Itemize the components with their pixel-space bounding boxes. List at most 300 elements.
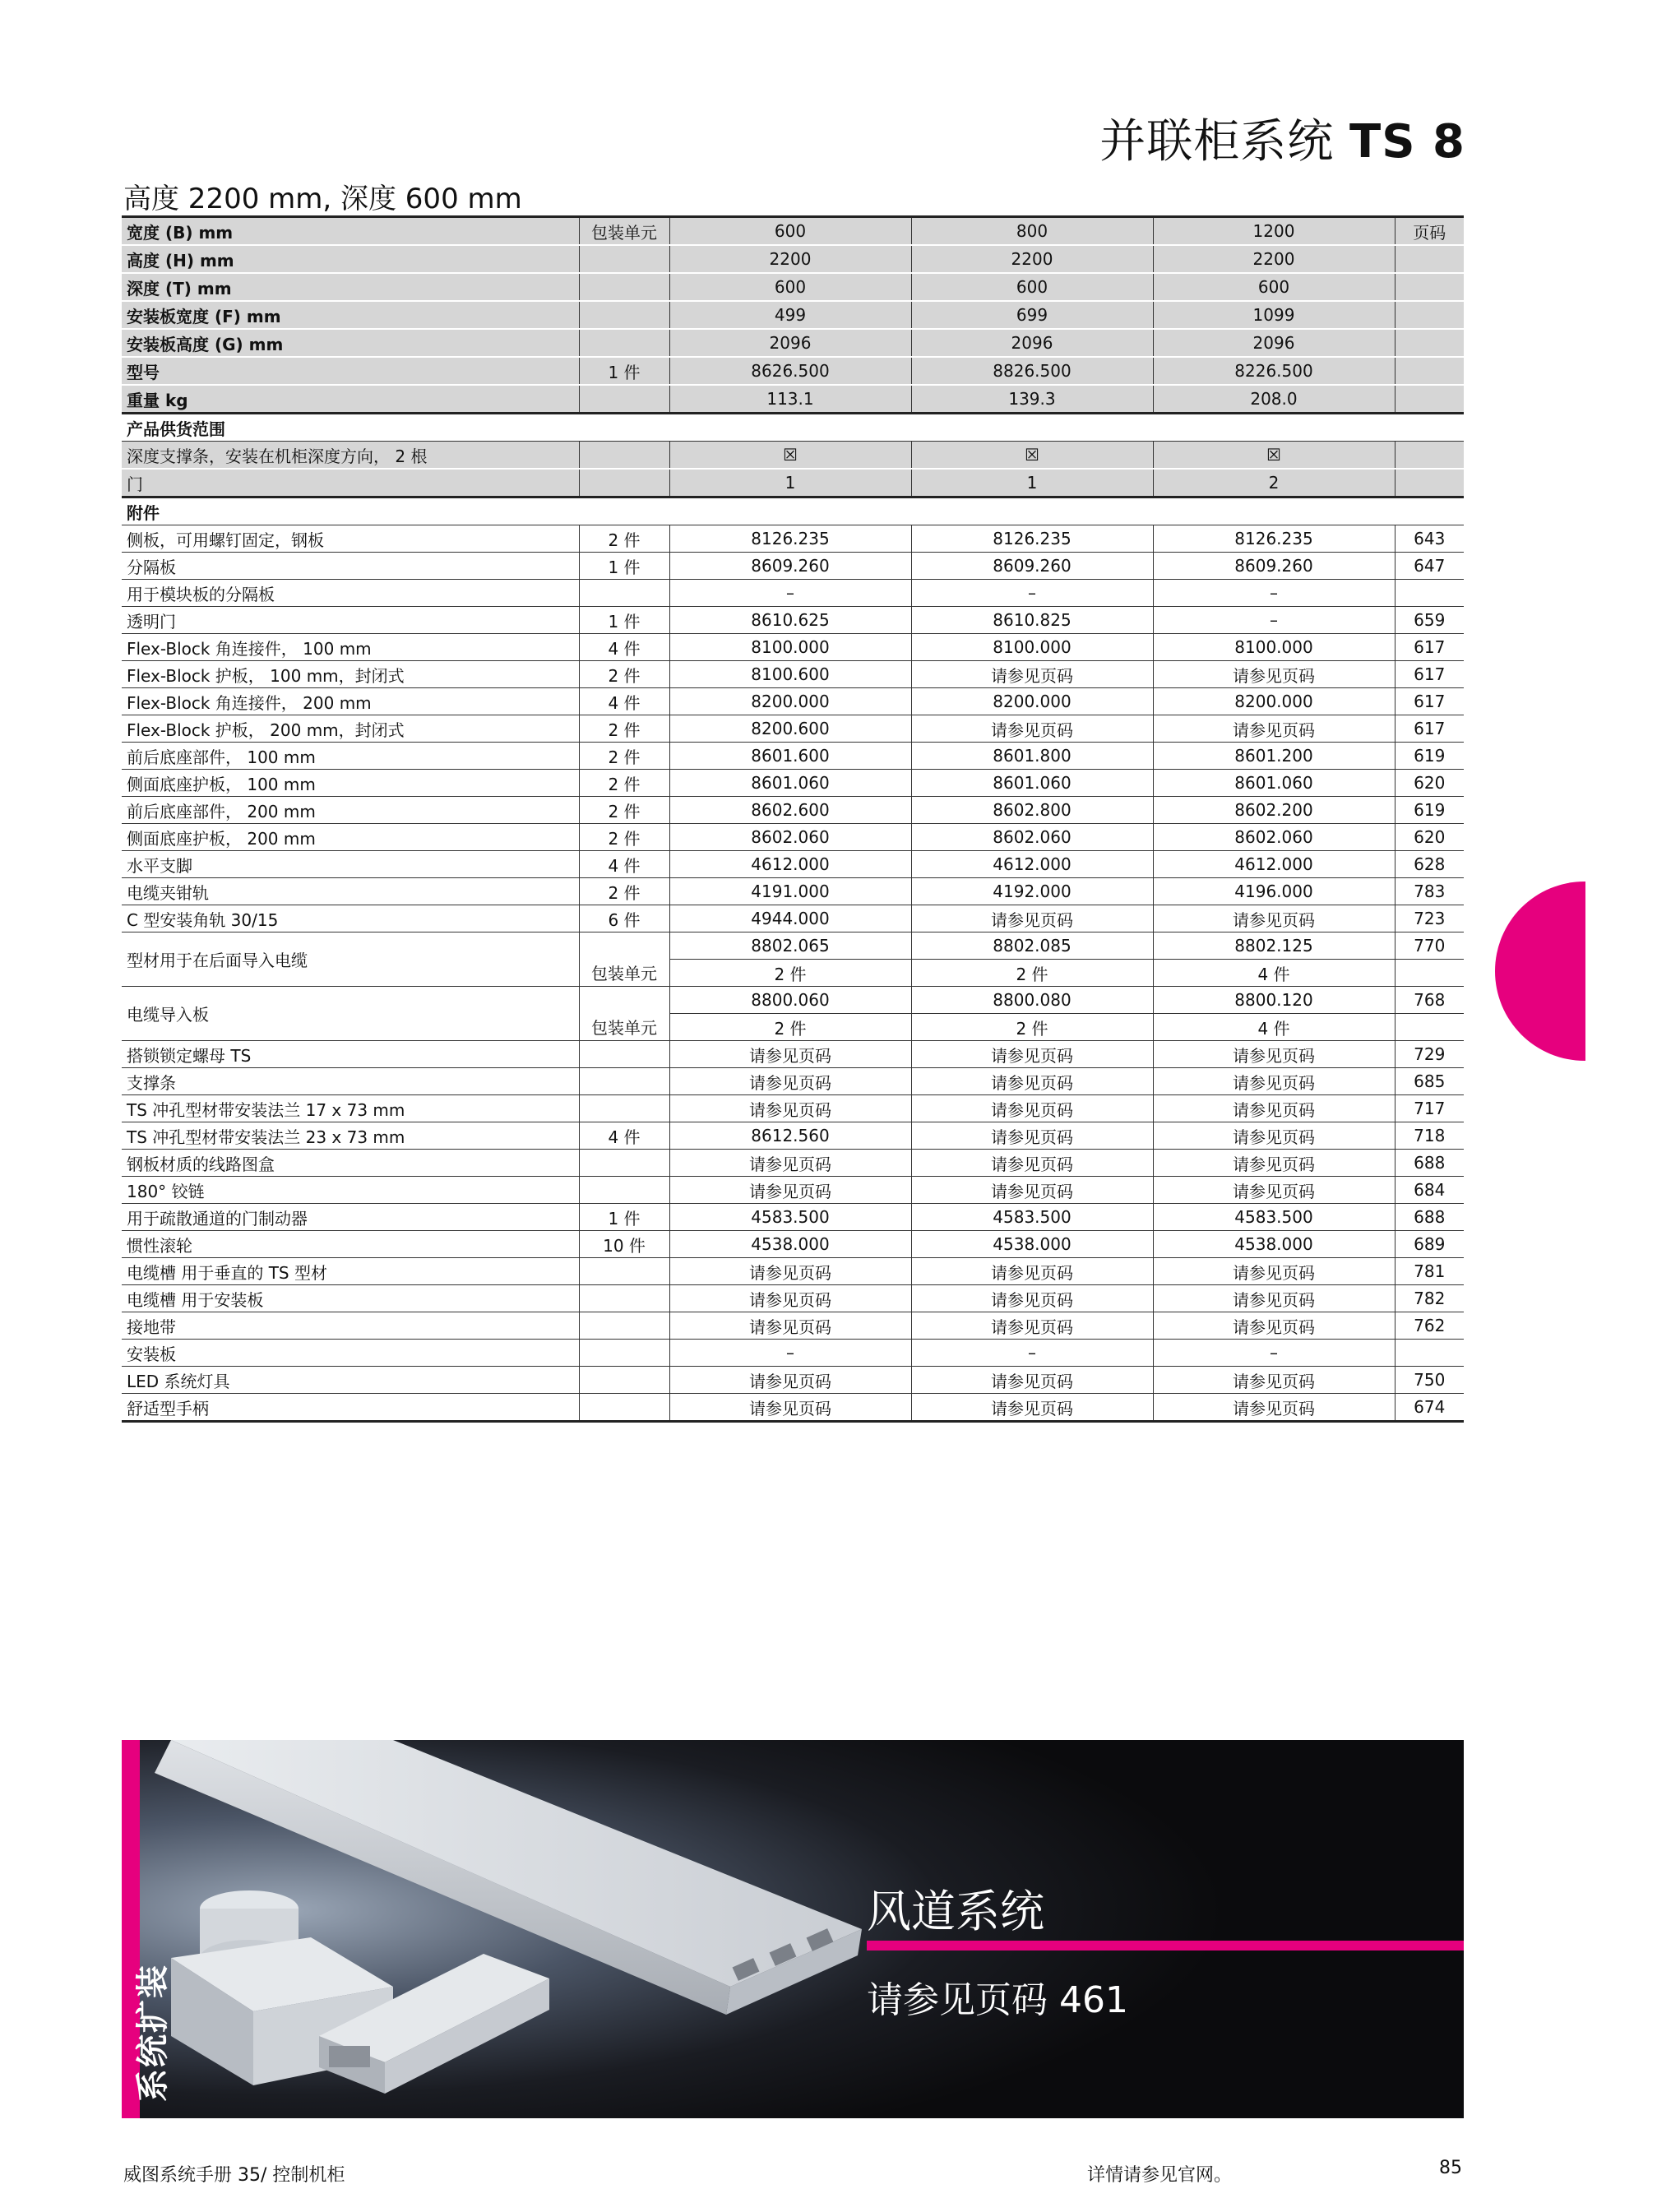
value-width-600: 4538.000 bbox=[669, 1231, 911, 1258]
row-page-ref: 781 bbox=[1395, 1258, 1464, 1285]
table-row bbox=[122, 715, 1464, 743]
row-page-ref: 783 bbox=[1395, 878, 1464, 905]
value-width-800: 2096 bbox=[911, 329, 1153, 357]
row-label: 支撑条 bbox=[122, 1068, 579, 1095]
banner-title: 风道系统 bbox=[867, 1886, 1044, 1937]
value-width-800: 8602.060 bbox=[911, 824, 1153, 851]
row-pack-unit: 2 件 bbox=[579, 715, 669, 743]
table-row bbox=[122, 797, 1464, 824]
value-width-600: 8609.260 bbox=[669, 553, 911, 580]
row-label: 侧面底座护板， 200 mm bbox=[122, 824, 579, 851]
value-width-800: 请参见页码 bbox=[911, 1122, 1153, 1150]
row-page-ref bbox=[1395, 1014, 1464, 1041]
table-row bbox=[122, 688, 1464, 715]
row-pack-unit: 2 件 bbox=[579, 878, 669, 905]
row-label: 舒适型手柄 bbox=[122, 1394, 579, 1422]
value-width-1200: 4196.000 bbox=[1153, 878, 1395, 905]
table-row bbox=[122, 357, 1464, 385]
table-row bbox=[122, 851, 1464, 878]
value-width-1200: 请参见页码 bbox=[1153, 905, 1395, 932]
value-width-600: 8626.500 bbox=[669, 357, 911, 385]
value-width-1200: 8226.500 bbox=[1153, 357, 1395, 385]
row-page-ref: 729 bbox=[1395, 1041, 1464, 1068]
row-label: 用于疏散通道的门制动器 bbox=[122, 1204, 579, 1231]
table-row bbox=[122, 634, 1464, 661]
value-width-800: 4192.000 bbox=[911, 878, 1153, 905]
row-pack-unit: 2 件 bbox=[579, 743, 669, 770]
row-page-ref: 762 bbox=[1395, 1312, 1464, 1340]
row-label: Flex-Block 护板， 200 mm，封闭式 bbox=[122, 715, 579, 743]
value-width-1200: 8126.235 bbox=[1153, 525, 1395, 553]
value-width-1200: 1099 bbox=[1153, 301, 1395, 329]
row-label: 水平支脚 bbox=[122, 851, 579, 878]
row-label bbox=[122, 273, 579, 301]
value-width-600: ☒ bbox=[669, 442, 911, 470]
value-width-600: 请参见页码 bbox=[669, 1150, 911, 1177]
value-width-1200: 请参见页码 bbox=[1153, 1394, 1395, 1422]
row-pack-unit bbox=[579, 1258, 669, 1285]
table-row bbox=[122, 932, 1464, 960]
table-row bbox=[122, 1150, 1464, 1177]
row-page-ref: 617 bbox=[1395, 715, 1464, 743]
row-label: TS 冲孔型材带安装法兰 23 x 73 mm bbox=[122, 1122, 579, 1150]
banner-page-link[interactable]: 请参见页码 461 bbox=[867, 1979, 1128, 2021]
value-width-600: 4944.000 bbox=[669, 905, 911, 932]
value-width-1200: 8601.060 bbox=[1153, 770, 1395, 797]
value-width-800: 8602.800 bbox=[911, 797, 1153, 824]
row-page-ref bbox=[1395, 357, 1464, 385]
table-row bbox=[122, 770, 1464, 797]
air-duct-product-photo bbox=[122, 1740, 1464, 2118]
row-label: Flex-Block 护板， 100 mm，封闭式 bbox=[122, 661, 579, 688]
table-row bbox=[122, 1367, 1464, 1394]
table-row bbox=[122, 301, 1464, 329]
value-width-1200: – bbox=[1153, 607, 1395, 634]
row-pack-unit bbox=[579, 1095, 669, 1122]
row-page-ref: 617 bbox=[1395, 634, 1464, 661]
section-tab-marker bbox=[1495, 882, 1585, 1061]
value-width-600: 请参见页码 bbox=[669, 1068, 911, 1095]
table-row bbox=[122, 1312, 1464, 1340]
row-pack-unit: 1 件 bbox=[579, 553, 669, 580]
value-width-600: 8200.600 bbox=[669, 715, 911, 743]
row-label: 用于模块板的分隔板 bbox=[122, 580, 579, 607]
row-page-ref: 647 bbox=[1395, 553, 1464, 580]
value-width-600: 请参见页码 bbox=[669, 1041, 911, 1068]
row-pack-unit: 包装单元 bbox=[579, 1014, 669, 1041]
value-width-800: 8601.800 bbox=[911, 743, 1153, 770]
row-page-ref: 770 bbox=[1395, 932, 1464, 960]
table-row bbox=[122, 878, 1464, 905]
value-width-600: 8612.560 bbox=[669, 1122, 911, 1150]
table-row bbox=[122, 1258, 1464, 1285]
value-width-1200: 8200.000 bbox=[1153, 688, 1395, 715]
row-label: 安装板 bbox=[122, 1340, 579, 1367]
value-width-800: 4612.000 bbox=[911, 851, 1153, 878]
table-row bbox=[122, 607, 1464, 634]
section-heading: 产品供货范围 bbox=[122, 414, 1464, 442]
row-label bbox=[122, 329, 579, 357]
value-width-600: 113.1 bbox=[669, 385, 911, 414]
value-width-1200: 8802.125 bbox=[1153, 932, 1395, 960]
row-page-ref: 617 bbox=[1395, 661, 1464, 688]
row-pack-unit bbox=[579, 301, 669, 329]
value-width-1200: 8100.000 bbox=[1153, 634, 1395, 661]
table-row bbox=[122, 1177, 1464, 1204]
row-page-ref bbox=[1395, 469, 1464, 497]
row-label: 侧面底座护板， 100 mm bbox=[122, 770, 579, 797]
value-width-1200: 208.0 bbox=[1153, 385, 1395, 414]
table-row bbox=[122, 1394, 1464, 1422]
value-width-600: 4583.500 bbox=[669, 1204, 911, 1231]
row-label: C 型安装角轨 30/15 bbox=[122, 905, 579, 932]
value-width-800: 请参见页码 bbox=[911, 715, 1153, 743]
value-width-800: 请参见页码 bbox=[911, 1312, 1153, 1340]
row-page-ref bbox=[1395, 580, 1464, 607]
value-width-600: 8602.600 bbox=[669, 797, 911, 824]
row-label: 电缆槽 用于垂直的 TS 型材 bbox=[122, 1258, 579, 1285]
value-width-600: 600 bbox=[669, 217, 911, 246]
row-label bbox=[122, 245, 579, 273]
value-width-800: 请参见页码 bbox=[911, 1177, 1153, 1204]
row-label bbox=[122, 357, 579, 385]
row-page-ref: 619 bbox=[1395, 797, 1464, 824]
row-pack-unit bbox=[579, 1312, 669, 1340]
footer-page-number: 85 bbox=[1439, 2158, 1462, 2178]
row-page-ref: 718 bbox=[1395, 1122, 1464, 1150]
row-pack-unit bbox=[579, 987, 669, 1014]
value-width-800: – bbox=[911, 1340, 1153, 1367]
spec-label: 重量 kg bbox=[127, 390, 188, 410]
row-page-ref: 750 bbox=[1395, 1367, 1464, 1394]
table-row bbox=[122, 553, 1464, 580]
row-pack-unit: 包装单元 bbox=[579, 217, 669, 246]
row-pack-unit bbox=[579, 1041, 669, 1068]
row-page-ref: 717 bbox=[1395, 1095, 1464, 1122]
row-page-ref: 674 bbox=[1395, 1394, 1464, 1422]
table-row bbox=[122, 580, 1464, 607]
value-width-600: 8100.600 bbox=[669, 661, 911, 688]
value-width-600: 请参见页码 bbox=[669, 1095, 911, 1122]
value-width-800: 4538.000 bbox=[911, 1231, 1153, 1258]
value-width-600: 2 件 bbox=[669, 960, 911, 987]
row-pack-unit: 1 件 bbox=[579, 357, 669, 385]
row-pack-unit bbox=[579, 932, 669, 960]
page-title: 并联柜系统 TS 8 bbox=[1099, 115, 1465, 169]
value-width-1200: 请参见页码 bbox=[1153, 1312, 1395, 1340]
row-label: 前后底座部件， 200 mm bbox=[122, 797, 579, 824]
row-page-ref: 628 bbox=[1395, 851, 1464, 878]
row-label bbox=[122, 217, 579, 246]
value-width-600: 8100.000 bbox=[669, 634, 911, 661]
row-pack-unit bbox=[579, 1285, 669, 1312]
section-heading-row bbox=[122, 497, 1464, 525]
air-duct-banner[interactable] bbox=[122, 1740, 1464, 2118]
value-width-800: 8826.500 bbox=[911, 357, 1153, 385]
table-row bbox=[122, 987, 1464, 1014]
value-width-800: 请参见页码 bbox=[911, 1258, 1153, 1285]
value-width-1200: 请参见页码 bbox=[1153, 1258, 1395, 1285]
row-pack-unit bbox=[579, 442, 669, 470]
row-page-ref: 620 bbox=[1395, 770, 1464, 797]
table-row bbox=[122, 1068, 1464, 1095]
row-pack-unit: 4 件 bbox=[579, 688, 669, 715]
value-width-1200: 请参见页码 bbox=[1153, 1150, 1395, 1177]
row-pack-unit bbox=[579, 1150, 669, 1177]
table-row bbox=[122, 1095, 1464, 1122]
table-row bbox=[122, 1122, 1464, 1150]
row-pack-unit: 1 件 bbox=[579, 607, 669, 634]
row-label: 180° 铰链 bbox=[122, 1177, 579, 1204]
value-width-600: 2096 bbox=[669, 329, 911, 357]
spec-label: 安装板高度 (G) mm bbox=[127, 334, 284, 354]
row-pack-unit bbox=[579, 385, 669, 414]
row-page-ref bbox=[1395, 442, 1464, 470]
value-width-800: 2200 bbox=[911, 245, 1153, 273]
table-row bbox=[122, 469, 1464, 497]
row-label: 门 bbox=[122, 469, 579, 497]
row-label: 透明门 bbox=[122, 607, 579, 634]
row-pack-unit: 包装单元 bbox=[579, 960, 669, 987]
row-pack-unit bbox=[579, 1340, 669, 1367]
value-width-1200: 请参见页码 bbox=[1153, 715, 1395, 743]
row-label: 电缆夹钳轨 bbox=[122, 878, 579, 905]
row-pack-unit: 6 件 bbox=[579, 905, 669, 932]
value-width-600: 8802.065 bbox=[669, 932, 911, 960]
row-page-ref: 643 bbox=[1395, 525, 1464, 553]
page-subtitle: 高度 2200 mm, 深度 600 mm bbox=[123, 183, 522, 215]
row-pack-unit: 2 件 bbox=[579, 797, 669, 824]
row-page-ref: 619 bbox=[1395, 743, 1464, 770]
value-width-600: 8126.235 bbox=[669, 525, 911, 553]
row-label: 惯性滚轮 bbox=[122, 1231, 579, 1258]
value-width-800: 8609.260 bbox=[911, 553, 1153, 580]
row-pack-unit: 2 件 bbox=[579, 661, 669, 688]
value-width-1200: 600 bbox=[1153, 273, 1395, 301]
row-label: TS 冲孔型材带安装法兰 17 x 73 mm bbox=[122, 1095, 579, 1122]
value-width-800: 4583.500 bbox=[911, 1204, 1153, 1231]
table-row bbox=[122, 743, 1464, 770]
row-page-ref: 620 bbox=[1395, 824, 1464, 851]
footer-catalog-title: 威图系统手册 35/ 控制机柜 bbox=[123, 2165, 345, 2186]
value-width-1200: 2200 bbox=[1153, 245, 1395, 273]
row-label: 前后底座部件， 100 mm bbox=[122, 743, 579, 770]
value-width-600: 8610.625 bbox=[669, 607, 911, 634]
row-pack-unit: 4 件 bbox=[579, 1122, 669, 1150]
value-width-800: 请参见页码 bbox=[911, 1394, 1153, 1422]
value-width-600: 请参见页码 bbox=[669, 1258, 911, 1285]
table-row bbox=[122, 824, 1464, 851]
value-width-1200: 8602.060 bbox=[1153, 824, 1395, 851]
value-width-1200: 8601.200 bbox=[1153, 743, 1395, 770]
value-width-800: 请参见页码 bbox=[911, 1095, 1153, 1122]
row-label: 电缆导入板 bbox=[122, 987, 579, 1041]
row-pack-unit: 2 件 bbox=[579, 824, 669, 851]
value-width-1200: 4 件 bbox=[1153, 960, 1395, 987]
row-pack-unit: 2 件 bbox=[579, 770, 669, 797]
section-heading: 附件 bbox=[122, 497, 1464, 525]
table-row bbox=[122, 442, 1464, 470]
row-page-ref: 684 bbox=[1395, 1177, 1464, 1204]
row-pack-unit: 4 件 bbox=[579, 851, 669, 878]
row-page-ref: 688 bbox=[1395, 1204, 1464, 1231]
row-label: LED 系统灯具 bbox=[122, 1367, 579, 1394]
value-width-800: 699 bbox=[911, 301, 1153, 329]
row-page-ref: 页码 bbox=[1395, 217, 1464, 246]
row-pack-unit: 4 件 bbox=[579, 634, 669, 661]
row-label: 深度支撑条，安装在机柜深度方向， 2 根 bbox=[122, 442, 579, 470]
value-width-1200: ☒ bbox=[1153, 442, 1395, 470]
row-page-ref: 617 bbox=[1395, 688, 1464, 715]
value-width-600: 请参见页码 bbox=[669, 1394, 911, 1422]
value-width-800: 请参见页码 bbox=[911, 905, 1153, 932]
row-label: Flex-Block 角连接件， 100 mm bbox=[122, 634, 579, 661]
value-width-800: 请参见页码 bbox=[911, 1367, 1153, 1394]
table-row bbox=[122, 1204, 1464, 1231]
value-width-800: – bbox=[911, 580, 1153, 607]
row-pack-unit: 1 件 bbox=[579, 1204, 669, 1231]
spec-label: 高度 (H) mm bbox=[127, 250, 234, 271]
row-page-ref bbox=[1395, 385, 1464, 414]
value-width-800: ☒ bbox=[911, 442, 1153, 470]
value-width-600: 600 bbox=[669, 273, 911, 301]
table-row bbox=[122, 1340, 1464, 1367]
value-width-600: 2 件 bbox=[669, 1014, 911, 1041]
row-page-ref bbox=[1395, 1340, 1464, 1367]
row-page-ref: 685 bbox=[1395, 1068, 1464, 1095]
value-width-800: 2 件 bbox=[911, 1014, 1153, 1041]
row-label: 搭锁锁定螺母 TS bbox=[122, 1041, 579, 1068]
value-width-600: 8800.060 bbox=[669, 987, 911, 1014]
value-width-800: 请参见页码 bbox=[911, 1285, 1153, 1312]
value-width-800: 8610.825 bbox=[911, 607, 1153, 634]
value-width-800: 请参见页码 bbox=[911, 1041, 1153, 1068]
row-label bbox=[122, 301, 579, 329]
value-width-800: 请参见页码 bbox=[911, 1150, 1153, 1177]
row-label: 型材用于在后面导入电缆 bbox=[122, 932, 579, 987]
value-width-1200: 请参见页码 bbox=[1153, 1068, 1395, 1095]
row-pack-unit: 10 件 bbox=[579, 1231, 669, 1258]
value-width-600: – bbox=[669, 580, 911, 607]
value-width-600: 8601.600 bbox=[669, 743, 911, 770]
banner-accent-rule bbox=[867, 1941, 1464, 1951]
value-width-1200: 2096 bbox=[1153, 329, 1395, 357]
value-width-1200: 8602.200 bbox=[1153, 797, 1395, 824]
value-width-800: 请参见页码 bbox=[911, 1068, 1153, 1095]
value-width-800: 1 bbox=[911, 469, 1153, 497]
row-pack-unit bbox=[579, 329, 669, 357]
row-pack-unit bbox=[579, 245, 669, 273]
value-width-600: 4612.000 bbox=[669, 851, 911, 878]
table-row bbox=[122, 905, 1464, 932]
row-page-ref bbox=[1395, 329, 1464, 357]
row-label: 分隔板 bbox=[122, 553, 579, 580]
banner-side-label: 系统扩装 bbox=[134, 1964, 172, 2102]
table-row bbox=[122, 661, 1464, 688]
value-width-1200: 请参见页码 bbox=[1153, 1177, 1395, 1204]
row-page-ref bbox=[1395, 960, 1464, 987]
value-width-800: 600 bbox=[911, 273, 1153, 301]
row-pack-unit bbox=[579, 1068, 669, 1095]
footer-website-note: 详情请参见官网。 bbox=[1087, 2165, 1233, 2186]
value-width-600: 4191.000 bbox=[669, 878, 911, 905]
row-page-ref bbox=[1395, 245, 1464, 273]
spec-table bbox=[122, 215, 1464, 1423]
value-width-1200: 8800.120 bbox=[1153, 987, 1395, 1014]
value-width-800: 请参见页码 bbox=[911, 661, 1153, 688]
row-page-ref: 782 bbox=[1395, 1285, 1464, 1312]
value-width-600: 2200 bbox=[669, 245, 911, 273]
value-width-600: 499 bbox=[669, 301, 911, 329]
row-pack-unit bbox=[579, 469, 669, 497]
row-label: 侧板，可用螺钉固定，钢板 bbox=[122, 525, 579, 553]
value-width-800: 800 bbox=[911, 217, 1153, 246]
row-label bbox=[122, 385, 579, 414]
value-width-1200: – bbox=[1153, 1340, 1395, 1367]
value-width-1200: 请参见页码 bbox=[1153, 1041, 1395, 1068]
value-width-1200: 1200 bbox=[1153, 217, 1395, 246]
value-width-1200: 8609.260 bbox=[1153, 553, 1395, 580]
row-pack-unit bbox=[579, 273, 669, 301]
table-row bbox=[122, 329, 1464, 357]
row-label: 电缆槽 用于安装板 bbox=[122, 1285, 579, 1312]
row-page-ref: 723 bbox=[1395, 905, 1464, 932]
value-width-600: 请参见页码 bbox=[669, 1367, 911, 1394]
value-width-600: 1 bbox=[669, 469, 911, 497]
value-width-800: 8802.085 bbox=[911, 932, 1153, 960]
table-row bbox=[122, 245, 1464, 273]
spec-label: 安装板宽度 (F) mm bbox=[127, 306, 281, 326]
value-width-1200: 请参见页码 bbox=[1153, 661, 1395, 688]
value-width-600: 请参见页码 bbox=[669, 1285, 911, 1312]
spec-label: 型号 bbox=[127, 362, 160, 382]
value-width-1200: 请参见页码 bbox=[1153, 1122, 1395, 1150]
value-width-1200: 请参见页码 bbox=[1153, 1367, 1395, 1394]
row-label: 接地带 bbox=[122, 1312, 579, 1340]
row-page-ref: 659 bbox=[1395, 607, 1464, 634]
table-row bbox=[122, 273, 1464, 301]
value-width-1200: 4612.000 bbox=[1153, 851, 1395, 878]
value-width-800: 8100.000 bbox=[911, 634, 1153, 661]
row-label: 钢板材质的线路图盒 bbox=[122, 1150, 579, 1177]
value-width-1200: 请参见页码 bbox=[1153, 1095, 1395, 1122]
value-width-1200: 4538.000 bbox=[1153, 1231, 1395, 1258]
row-pack-unit bbox=[579, 1367, 669, 1394]
value-width-600: 8601.060 bbox=[669, 770, 911, 797]
table-row bbox=[122, 525, 1464, 553]
value-width-800: 8126.235 bbox=[911, 525, 1153, 553]
table-row bbox=[122, 1285, 1464, 1312]
row-page-ref: 768 bbox=[1395, 987, 1464, 1014]
value-width-600: 请参见页码 bbox=[669, 1177, 911, 1204]
value-width-800: 8601.060 bbox=[911, 770, 1153, 797]
value-width-800: 2 件 bbox=[911, 960, 1153, 987]
row-label: Flex-Block 角连接件， 200 mm bbox=[122, 688, 579, 715]
row-page-ref bbox=[1395, 301, 1464, 329]
value-width-600: 8200.000 bbox=[669, 688, 911, 715]
value-width-800: 8800.080 bbox=[911, 987, 1153, 1014]
value-width-1200: 4583.500 bbox=[1153, 1204, 1395, 1231]
row-pack-unit: 2 件 bbox=[579, 525, 669, 553]
row-page-ref: 689 bbox=[1395, 1231, 1464, 1258]
row-pack-unit bbox=[579, 580, 669, 607]
row-page-ref: 688 bbox=[1395, 1150, 1464, 1177]
row-pack-unit bbox=[579, 1177, 669, 1204]
spec-label: 宽度 (B) mm bbox=[127, 222, 234, 243]
table-row bbox=[122, 385, 1464, 414]
value-width-600: 请参见页码 bbox=[669, 1312, 911, 1340]
row-pack-unit bbox=[579, 1394, 669, 1422]
